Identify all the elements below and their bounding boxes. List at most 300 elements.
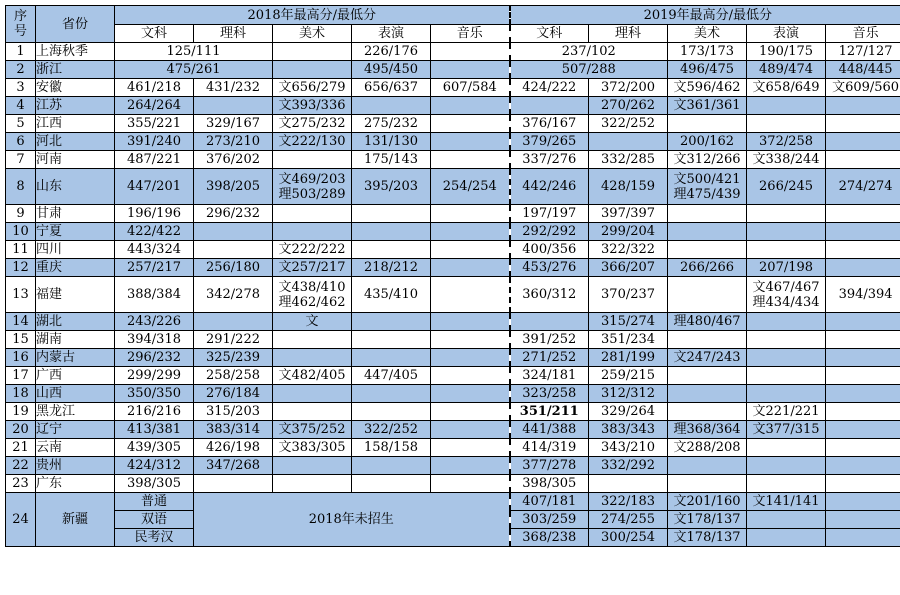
cell-2018-yinyue: [431, 439, 510, 457]
cell-2019-like: 312/312: [589, 385, 668, 403]
cell-2019-wenke: 441/388: [510, 421, 589, 439]
sub-header-2018-yinyue: 音乐: [431, 25, 510, 43]
cell-2019-like: 270/262: [589, 97, 668, 115]
cell-2019-yinyue: [826, 457, 900, 475]
cell-2018-yinyue: [431, 259, 510, 277]
table-row: [6, 457, 900, 475]
row-seq: 19: [6, 403, 36, 421]
table-row: [6, 169, 900, 205]
cell-2019-biaoyan: [747, 529, 826, 547]
table-row: [6, 385, 900, 403]
seq-header: [6, 6, 36, 43]
cell-2019-meishu: 496/475: [668, 61, 747, 79]
sub-header-2018-wenke: 文科: [115, 25, 194, 43]
row-province: 甘肃: [36, 205, 115, 223]
table-row: [6, 223, 900, 241]
cell-2018-like: 325/239: [194, 349, 273, 367]
cell-2019-meishu: 文361/361: [668, 97, 747, 115]
row-province: 安徽: [36, 79, 115, 97]
cell-2019-like: 315/274: [589, 313, 668, 331]
row-seq: 20: [6, 421, 36, 439]
cell-2019-biaoyan: [747, 205, 826, 223]
cell-line: 理434/434: [752, 294, 820, 310]
cell-2019-meishu: [668, 241, 747, 259]
cell-2019-yinyue: [826, 529, 900, 547]
row-seq: 16: [6, 349, 36, 367]
cell-2018-like: 273/210: [194, 133, 273, 151]
cell-2018-like: 376/202: [194, 151, 273, 169]
cell-2019-meishu: 理368/364: [668, 421, 747, 439]
cell-2019-like: 322/183: [589, 493, 668, 511]
cell-2019-biaoyan: 372/258: [747, 133, 826, 151]
cell-2018-wenke: 443/324: [115, 241, 194, 259]
cell-2019-yinyue: 127/127: [826, 43, 900, 61]
cell-2018-meishu: [273, 43, 352, 61]
row-seq: 13: [6, 277, 36, 313]
cell-2018-like: [194, 241, 273, 259]
cell-2019-wenke: 351/211: [510, 403, 589, 421]
cell-2019-wenke: 377/278: [510, 457, 589, 475]
sub-header-2019-yinyue: 音乐: [826, 25, 900, 43]
seq-header-text: 序号: [13, 9, 27, 39]
table-row: [6, 61, 900, 79]
cell-2018-meishu: [273, 475, 352, 493]
cell-2019-yinyue: [826, 313, 900, 331]
cell-2018-meishu: [273, 403, 352, 421]
cell-2018-biaoyan: [352, 241, 431, 259]
cell-2019-biaoyan: 文377/315: [747, 421, 826, 439]
row-seq: 3: [6, 79, 36, 97]
cell-2019-like: 383/343: [589, 421, 668, 439]
cell-2018-biaoyan: 131/130: [352, 133, 431, 151]
cell-2019-like: 397/397: [589, 205, 668, 223]
cell-2018-meishu: 文383/305: [273, 439, 352, 457]
cell-2019-yinyue: [826, 403, 900, 421]
table-row: [6, 151, 900, 169]
cell-2019-wenke: [510, 313, 589, 331]
cell-2019-wenke: [510, 97, 589, 115]
cell-2018-biaoyan: 275/232: [352, 115, 431, 133]
row-province: 湖北: [36, 313, 115, 331]
cell-2019-meishu: [668, 475, 747, 493]
cell-2019-like: 366/207: [589, 259, 668, 277]
cell-2018-wenke: 355/221: [115, 115, 194, 133]
cell-2019-like: 329/264: [589, 403, 668, 421]
cell-2019-wenli-merged: 237/102: [510, 43, 668, 61]
table-row: [6, 43, 900, 61]
row-seq: 4: [6, 97, 36, 115]
cell-2019-wenke: 323/258: [510, 385, 589, 403]
row-province: 云南: [36, 439, 115, 457]
cell-2019-like: 351/234: [589, 331, 668, 349]
cell-2019-yinyue: [826, 385, 900, 403]
cell-2018-biaoyan: 158/158: [352, 439, 431, 457]
cell-2019-yinyue: [826, 259, 900, 277]
cell-2018-like: 315/203: [194, 403, 273, 421]
xinjiang-subcategory: 普通: [115, 493, 194, 511]
row-province: 内蒙古: [36, 349, 115, 367]
cell-2019-wenke: 324/181: [510, 367, 589, 385]
cell-2019-wenke: 391/252: [510, 331, 589, 349]
row-province: 浙江: [36, 61, 115, 79]
table-row: [6, 475, 900, 493]
cell-2019-wenke: 368/238: [510, 529, 589, 547]
cell-2019-biaoyan: [747, 457, 826, 475]
cell-2018-biaoyan: [352, 331, 431, 349]
sub-header-2019-like: 理科: [589, 25, 668, 43]
cell-2019-like: 332/285: [589, 151, 668, 169]
cell-2018-biaoyan: 447/405: [352, 367, 431, 385]
cell-2019-yinyue: 448/445: [826, 61, 900, 79]
table-row: [6, 331, 900, 349]
cell-2019-yinyue: [826, 97, 900, 115]
cell-2019-meishu: 文178/137: [668, 511, 747, 529]
cell-2018-biaoyan: 395/203: [352, 169, 431, 205]
row-seq: 15: [6, 331, 36, 349]
row-seq: 9: [6, 205, 36, 223]
cell-2019-like: 322/252: [589, 115, 668, 133]
row-province: 辽宁: [36, 421, 115, 439]
cell-2019-biaoyan: 文221/221: [747, 403, 826, 421]
cell-2018-meishu: 文393/336: [273, 97, 352, 115]
row-seq: 5: [6, 115, 36, 133]
cell-2018-wenke: 350/350: [115, 385, 194, 403]
cell-2019-meishu: 文178/137: [668, 529, 747, 547]
sub-header-2019-biaoyan: 表演: [747, 25, 826, 43]
cell-2018-meishu: [273, 349, 352, 367]
cell-2019-meishu: 200/162: [668, 133, 747, 151]
cell-2019-meishu: 文288/208: [668, 439, 747, 457]
cell-2019-biaoyan: [747, 439, 826, 457]
cell-2018-wenke: 243/226: [115, 313, 194, 331]
cell-2018-yinyue: 254/254: [431, 169, 510, 205]
cell-2018-like: 347/268: [194, 457, 273, 475]
xinjiang-subcategory: 民考汉: [115, 529, 194, 547]
cell-2019-biaoyan: 207/198: [747, 259, 826, 277]
cell-2018-biaoyan: 175/143: [352, 151, 431, 169]
cell-2018-biaoyan: [352, 349, 431, 367]
cell-2019-like: 332/292: [589, 457, 668, 475]
cell-2018-like: 383/314: [194, 421, 273, 439]
row-province: 湖南: [36, 331, 115, 349]
table-row: [6, 259, 900, 277]
cell-2018-meishu: 文275/232: [273, 115, 352, 133]
cell-line: 理462/462: [278, 294, 346, 310]
cell-2018-like: 342/278: [194, 277, 273, 313]
cell-2018-yinyue: [431, 97, 510, 115]
table-row: [6, 349, 900, 367]
cell-2019-wenke: 303/259: [510, 511, 589, 529]
cell-2018-meishu: 文482/405: [273, 367, 352, 385]
row-seq: 2: [6, 61, 36, 79]
cell-2018-yinyue: [431, 277, 510, 313]
cell-2018-wenke: 196/196: [115, 205, 194, 223]
year-2018-header: 2018年最高分/最低分: [115, 6, 510, 25]
cell-2018-biaoyan: [352, 313, 431, 331]
cell-2018-wenke: 487/221: [115, 151, 194, 169]
cell-2019-like: 281/199: [589, 349, 668, 367]
cell-2018-yinyue: [431, 241, 510, 259]
cell-2019-meishu: 文596/462: [668, 79, 747, 97]
row-seq: 21: [6, 439, 36, 457]
cell-2019-meishu: [668, 115, 747, 133]
cell-2019-meishu: [668, 331, 747, 349]
cell-2018-biaoyan: 322/252: [352, 421, 431, 439]
province-header: 省份: [36, 6, 115, 43]
cell-line: 理503/289: [278, 186, 346, 202]
table-row: [6, 79, 900, 97]
header-row-1: [6, 6, 900, 25]
cell-2019-like: 322/322: [589, 241, 668, 259]
cell-2018-yinyue: [431, 223, 510, 241]
cell-2019-wenke: 414/319: [510, 439, 589, 457]
cell-2018-wenke: 422/422: [115, 223, 194, 241]
cell-2018-biaoyan: 226/176: [352, 43, 431, 61]
cell-2019-yinyue: [826, 367, 900, 385]
cell-2019-like: 299/204: [589, 223, 668, 241]
cell-2018-yinyue: [431, 367, 510, 385]
cell-2018-like: [194, 475, 273, 493]
table-row: [6, 403, 900, 421]
cell-2019-biaoyan: [747, 385, 826, 403]
row-seq: 22: [6, 457, 36, 475]
cell-2018-meishu: [273, 331, 352, 349]
table-row: [6, 313, 900, 331]
table-row: [6, 421, 900, 439]
cell-2018-wenke: 264/264: [115, 97, 194, 115]
row-province: 重庆: [36, 259, 115, 277]
cell-2019-meishu: 文312/266: [668, 151, 747, 169]
row-seq: 24: [6, 493, 36, 547]
cell-2018-biaoyan: 495/450: [352, 61, 431, 79]
cell-2019-wenke: 292/292: [510, 223, 589, 241]
cell-2018-wenke: 216/216: [115, 403, 194, 421]
cell-2018-wenli-merged: 125/111: [115, 43, 273, 61]
cell-2018-meishu: 文: [273, 313, 352, 331]
row-province: 江西: [36, 115, 115, 133]
cell-2018-biaoyan: 656/637: [352, 79, 431, 97]
row-province: 宁夏: [36, 223, 115, 241]
cell-2018-biaoyan: [352, 385, 431, 403]
cell-2018-biaoyan: [352, 97, 431, 115]
row-province: 山西: [36, 385, 115, 403]
sub-header-2019-wenke: 文科: [510, 25, 589, 43]
cell-2019-wenke: 424/222: [510, 79, 589, 97]
cell-2018-wenli-merged: 475/261: [115, 61, 273, 79]
cell-2019-like: 274/255: [589, 511, 668, 529]
cell-2018-yinyue: [431, 457, 510, 475]
row-seq: 6: [6, 133, 36, 151]
row-seq: 18: [6, 385, 36, 403]
cell-2018-like: 256/180: [194, 259, 273, 277]
cell-2018-yinyue: [431, 331, 510, 349]
cell-2019-yinyue: [826, 115, 900, 133]
row-seq: 8: [6, 169, 36, 205]
cell-2018-yinyue: [431, 385, 510, 403]
cell-2018-meishu: [273, 385, 352, 403]
cell-2018-yinyue: 607/584: [431, 79, 510, 97]
not-recruited-2018: 2018年未招生: [194, 493, 510, 547]
cell-2018-yinyue: [431, 313, 510, 331]
cell-2019-wenke: 398/305: [510, 475, 589, 493]
cell-2019-yinyue: 274/274: [826, 169, 900, 205]
cell-line: 文469/203: [278, 171, 346, 187]
cell-2018-wenke: 398/305: [115, 475, 194, 493]
cell-2019-biaoyan: [747, 367, 826, 385]
cell-2018-wenke: 447/201: [115, 169, 194, 205]
cell-2019-biaoyan: [747, 331, 826, 349]
cell-2018-like: 431/232: [194, 79, 273, 97]
row-province: 广东: [36, 475, 115, 493]
cell-2019-yinyue: [826, 511, 900, 529]
cell-2019-like: 300/254: [589, 529, 668, 547]
cell-2019-wenke: 337/276: [510, 151, 589, 169]
cell-2019-yinyue: [826, 133, 900, 151]
cell-2019-meishu: [668, 403, 747, 421]
cell-2018-meishu: [273, 205, 352, 223]
cell-2018-meishu: [273, 151, 352, 169]
row-province: 四川: [36, 241, 115, 259]
cell-2018-like: [194, 97, 273, 115]
cell-2019-biaoyan: [747, 475, 826, 493]
cell-2018-biaoyan: [352, 223, 431, 241]
cell-2018-like: 426/198: [194, 439, 273, 457]
cell-2019-biaoyan: [747, 277, 826, 313]
row-province: 贵州: [36, 457, 115, 475]
cell-2018-yinyue: [431, 133, 510, 151]
cell-2018-yinyue: [431, 43, 510, 61]
row-seq: 12: [6, 259, 36, 277]
table-row: [6, 367, 900, 385]
cell-2018-like: 329/167: [194, 115, 273, 133]
cell-2019-like: 372/200: [589, 79, 668, 97]
cell-2018-yinyue: [431, 115, 510, 133]
cell-2018-biaoyan: [352, 403, 431, 421]
cell-2018-meishu: [273, 223, 352, 241]
cell-2019-like: 428/159: [589, 169, 668, 205]
row-province: 河北: [36, 133, 115, 151]
cell-2018-wenke: 388/384: [115, 277, 194, 313]
row-seq: 7: [6, 151, 36, 169]
cell-2018-meishu: [273, 277, 352, 313]
cell-2019-meishu: [668, 169, 747, 205]
cell-2019-yinyue: [826, 205, 900, 223]
cell-2018-biaoyan: [352, 475, 431, 493]
table-row: [6, 133, 900, 151]
cell-2019-biaoyan: [747, 97, 826, 115]
cell-2019-wenke: 376/167: [510, 115, 589, 133]
cell-2018-wenke: 257/217: [115, 259, 194, 277]
cell-2019-wenke: 442/246: [510, 169, 589, 205]
cell-2019-wenke: 360/312: [510, 277, 589, 313]
row-province: 福建: [36, 277, 115, 313]
cell-2018-wenke: 299/299: [115, 367, 194, 385]
cell-2019-wenli-merged: 507/288: [510, 61, 668, 79]
cell-2019-meishu: 理480/467: [668, 313, 747, 331]
cell-2019-meishu: [668, 367, 747, 385]
cell-2019-meishu: [668, 277, 747, 313]
cell-2019-like: [589, 133, 668, 151]
row-seq: 1: [6, 43, 36, 61]
row-province: 江苏: [36, 97, 115, 115]
cell-2019-meishu: [668, 385, 747, 403]
cell-2019-biaoyan: 190/175: [747, 43, 826, 61]
cell-2019-biaoyan: 文338/244: [747, 151, 826, 169]
cell-line: 理475/439: [673, 186, 741, 202]
cell-2019-wenke: 407/181: [510, 493, 589, 511]
cell-2018-meishu: [273, 457, 352, 475]
cell-2018-wenke: 391/240: [115, 133, 194, 151]
row-seq: 17: [6, 367, 36, 385]
cell-2019-yinyue: [826, 331, 900, 349]
cell-2019-yinyue: 394/394: [826, 277, 900, 313]
cell-2019-yinyue: [826, 223, 900, 241]
cell-2018-yinyue: [431, 61, 510, 79]
table-row: [6, 97, 900, 115]
cell-2019-biaoyan: [747, 349, 826, 367]
cell-2019-yinyue: [826, 493, 900, 511]
cell-line: 文467/467: [752, 279, 820, 295]
row-seq: 23: [6, 475, 36, 493]
cell-2019-wenke: 400/356: [510, 241, 589, 259]
year-2019-header: 2019年最高分/最低分: [510, 6, 900, 25]
cell-2019-biaoyan: 266/245: [747, 169, 826, 205]
table-row: [6, 205, 900, 223]
cell-2018-like: 398/205: [194, 169, 273, 205]
cell-2019-biaoyan: [747, 241, 826, 259]
cell-2018-like: [194, 223, 273, 241]
cell-2018-meishu: [273, 169, 352, 205]
cell-2019-meishu: [668, 457, 747, 475]
cell-2019-yinyue: [826, 475, 900, 493]
cell-2018-wenke: 424/312: [115, 457, 194, 475]
cell-2019-meishu: 文247/243: [668, 349, 747, 367]
cell-2019-yinyue: [826, 349, 900, 367]
score-table: [5, 5, 900, 547]
cell-2018-like: [194, 313, 273, 331]
cell-2018-biaoyan: 218/212: [352, 259, 431, 277]
sub-header-2018-like: 理科: [194, 25, 273, 43]
cell-2019-meishu: [668, 223, 747, 241]
sub-header-2018-meishu: 美术: [273, 25, 352, 43]
cell-2018-meishu: 文656/279: [273, 79, 352, 97]
cell-2018-biaoyan: [352, 205, 431, 223]
row-province: 山东: [36, 169, 115, 205]
table-row: [6, 439, 900, 457]
cell-2018-wenke: 413/381: [115, 421, 194, 439]
cell-2018-yinyue: [431, 403, 510, 421]
cell-2018-meishu: 文222/130: [273, 133, 352, 151]
table-row: [6, 277, 900, 313]
cell-2019-yinyue: [826, 421, 900, 439]
cell-2019-wenke: 453/276: [510, 259, 589, 277]
cell-2018-biaoyan: 435/410: [352, 277, 431, 313]
cell-2018-like: 276/184: [194, 385, 273, 403]
cell-2019-biaoyan: 文658/649: [747, 79, 826, 97]
cell-2019-meishu: [668, 205, 747, 223]
row-province: 河南: [36, 151, 115, 169]
cell-2018-yinyue: [431, 205, 510, 223]
cell-2018-meishu: 文257/217: [273, 259, 352, 277]
cell-2018-meishu: 文222/222: [273, 241, 352, 259]
cell-2018-biaoyan: [352, 457, 431, 475]
row-province: 黑龙江: [36, 403, 115, 421]
cell-2019-biaoyan: 489/474: [747, 61, 826, 79]
cell-2019-meishu: 文201/160: [668, 493, 747, 511]
cell-line: 文438/410: [278, 279, 346, 295]
cell-2018-yinyue: [431, 151, 510, 169]
cell-2019-biaoyan: [747, 223, 826, 241]
